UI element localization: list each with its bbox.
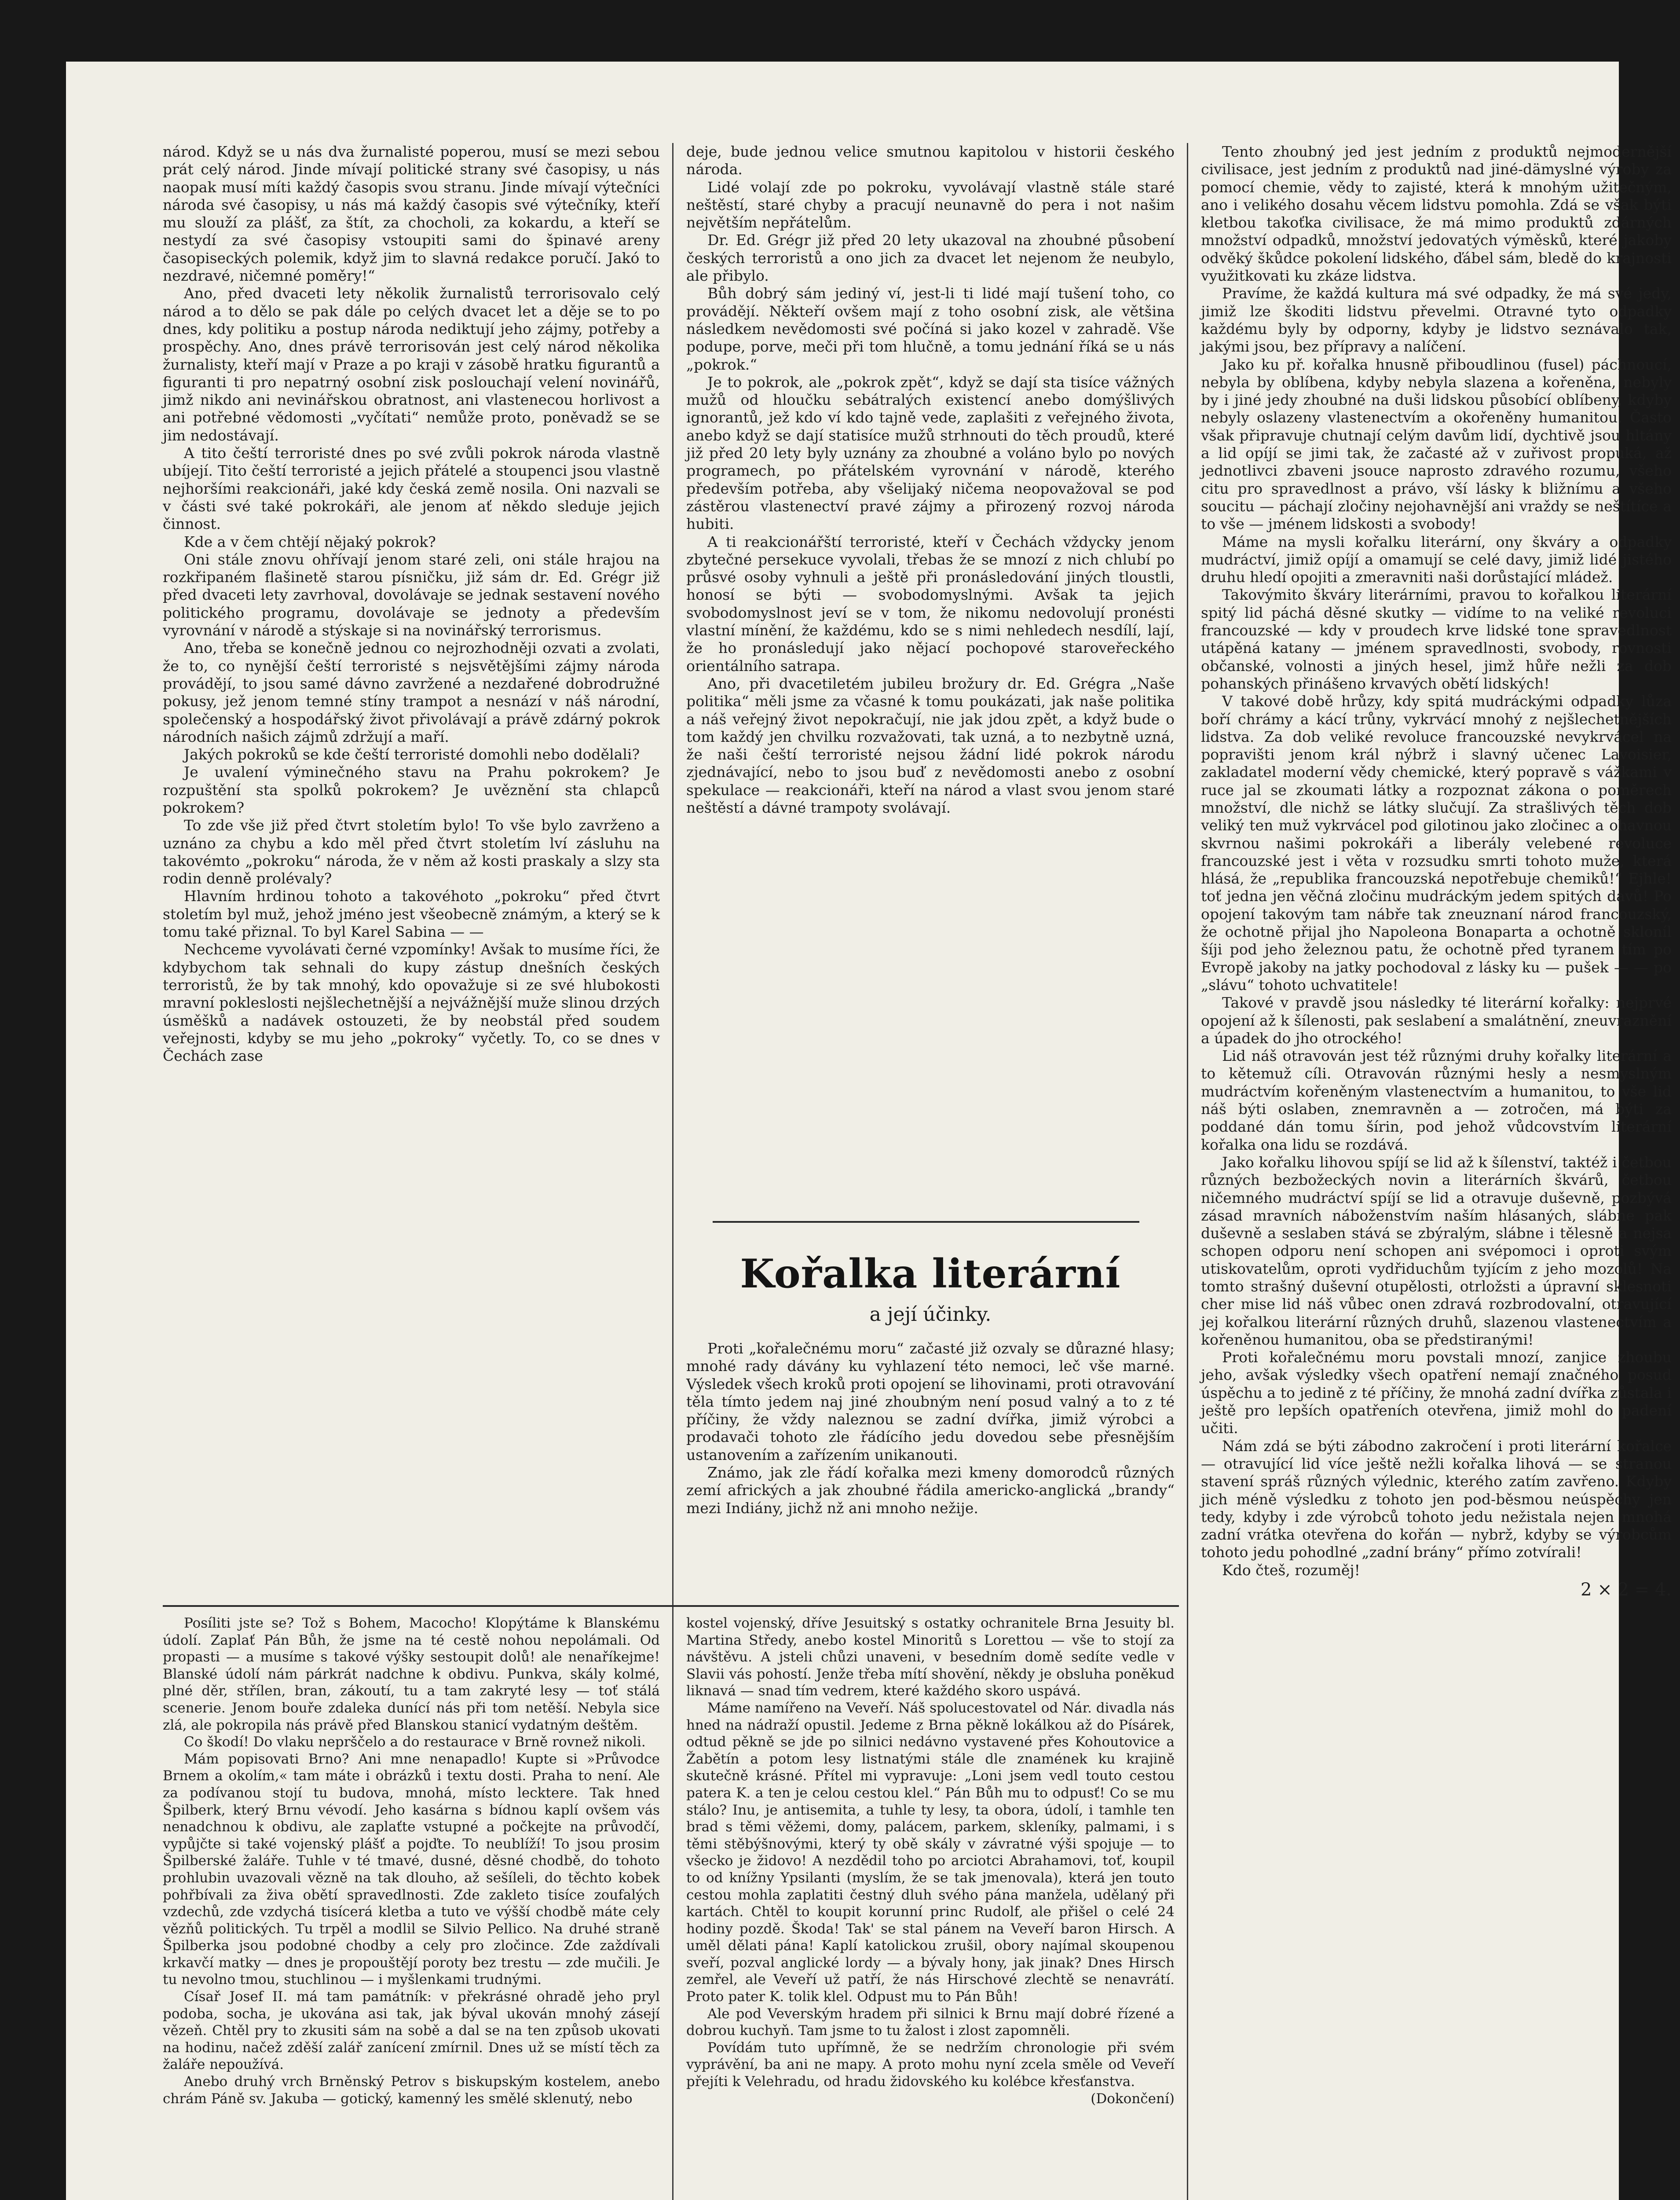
closing-phrase: Kdo čteš, rozuměj! — [1222, 1561, 1360, 1579]
paragraph: Posíliti jste se? Tož s Bohem, Macocho! Klopýtáme k Blanskému údolí. Zaplať Pán Bůh, že jsme na té cestě nohou nepolámali. Od propasti — a musíme s takové výšky sestoupit dolů! ale nenaříkejme! Blanské údolí nám párkrát nadchne k obdivu. Punkva, skály kolmé, plné děr, střílen, bran, zákoutí, tu a tam zakryté lesy — toť stálá scenerie. Jenom bouře zdaleka dunící nás při tom netěší. Nebyla sice zlá, ale pokropila nás právě před Blanskou stanicí vydatným deštěm. — [163, 1615, 660, 1733]
paragraph: Co škodí! Do vlaku neprščelo a do restaurace v Brně rovnež nikoli. — [184, 1734, 646, 1750]
paragraph: Císař Josef II. má tam památník: v překrásné ohradě jeho pryl podoba, socha, je ukována asi tak, jak býval ukován mnohý zásejí vězeň. Chtěl pry to zkusiti sám na sobě a dal se na ten způsob ukovati na hodinu, načež zděší zalář zanícení zmírnil. Dnes už se místí těch za žaláře nepoužívá. — [163, 1989, 660, 2073]
paragraph: Kde a v čem chtějí nějaký pokrok? — [184, 533, 436, 550]
paragraph: Pravíme, že každá kultura má své odpadky, že má své jedy, jimiž lze škoditi lidstvu převelmi. Otravné tyto odpadky každému byly by odporny, kdyby je lidstvo seznávalo tak, jakými jsou, bez přípravy a nalíčení. — [1201, 285, 1672, 356]
closing-equation: 2 × 2 = 4. — [1581, 1580, 1672, 1600]
paragraph: Proti kořalečnému moru povstali mnozí, zanjice zhoubu jeho, avšak výsledky všech opatření nemají značného posud úspěchu a to jedině z té příčiny, že mnohá zadní dvířka zůstala i ještě pro lepších opatřeních otevřena, jimiž mohl do padení učiti. — [1201, 1349, 1672, 1437]
paragraph: Nám zdá se býti zábodno zakročení i proti literární kořalce — otravující lid více ještě nežli kořalka lihová — se stranou stavení spráš různých výlednic, kterého zatím zavřeno. Kdyby jich méně výsledku z tohoto jen pod-běsmou neúspěchy jen tedy, kdyby i zde výrobců tohoto jedu nežistala nejen mnohá zadní vrátka otevřena do kořán — nybrž, kdyby se výrobcům tohoto jedu pohodlné „zadní brány“ přímo zotvírali! — [1201, 1437, 1672, 1561]
article-subtitle: a její účinky. — [869, 1303, 992, 1326]
paragraph: A ti reakcionářští terroristé, kteří v Čechách vždycky jenom zbytečné persekuce vyvolali, třebas že se mnozí z nich chlubí po průsvé osoby vyhnuli a ještě při pronásledování jiných tloustli, honosí se býti — svobodomyslnými. Avšak ta jejich svobodomyslnost jeví se v tom, že nikomu nedovolují pronésti vlastní mínění, že každému, kdo se s nimi nehledech nesdílí, lají, že ho pronásledují jako nějací pochopové staroveřeckého orientálního satrapa. — [686, 533, 1175, 675]
paragraph: Ale pod Veverským hradem při silnici k Brnu mají dobré řízené a dobrou kuchyň. Tam jsme to tu žalost i zlost zapomněli. — [686, 2006, 1175, 2039]
paragraph: Oni stále znovu ohřívají jenom staré zeli, oni stále hrajou na rozkřipaném flašinetě starou písničku, již sám dr. Ed. Grégr již před dvaceti lety zavrhoval, dovolávaje se jednak sestavení nového politického programu, dovolávaje se jednoty a především vyrovnání v národě a stýskaje si na novinářský terrorismus. — [163, 550, 660, 639]
feuilleton-divider — [163, 1605, 1179, 1607]
paragraph: Anebo druhý vrch Brněnský Petrov s biskupským kostelem, anebo chrám Páně sv. Jakuba — gotický, kamenný les smělé sklenutý, nebo — [163, 2074, 660, 2107]
paragraph: deje, bude jednou velice smutnou kapitolou v historii českého národa. — [686, 143, 1175, 178]
paragraph: Ano, třeba se konečně jednou co nejrozhodněji ozvati a zvolati, že to, co nynější čeští terroristé s nejsvětějšími zájmy národa provádějí, to jsou samé dávno zavržené a nezdařené dobrodružné pokusy, jež jenom temné stíny trampot a nesnází v náš národní, společenský a hospodářský život přivolávají a právě zdárný pokrok národních našich zájmů zdržují a maří. — [163, 639, 660, 745]
paragraph: Mám popisovati Brno? Ani mne nenapadlo! Kupte si »Průvodce Brnem a okolím,« tam máte i obrázků i textu dosti. Praha to není. Ale za podívanou stojí tu budova, mnohá, místo lecktere. Tak hned Špilberk, který Brnu vévodí. Jeho kasárna s bídnou kaplí ovšem vás nenadchnou k obdivu, ale zaplaťte vstupné a počkejte na průvodčí, vypůjčte si také vojenský plášť a pojďte. To neublíží! To jsou prosim Špilberské žaláře. Tuhle v té tmavé, dusné, děsné chodbě, do tohoto prohlubin uvazovali vězně na tak dlouho, až sešíleli, do těchto kobek pohřbívali za živa obětí spravedlnosti. Zde zakleto tisíce zoufalých vzdechů, zde vzdychá tisícerá kletba a tuto ve výšší chodbě máte cely vězňů politických. Tu trpěl a modlil se Silvio Pellico. Na druhé straně Špilberka jsou podobné chodby a cely pro zločince. Zde zaždívali krkavčí matky — dnes je propouštějí poroty bez trestu — zde mučili. Je tu nevolno tmou, stuchlinou — i myšlenkami trudnými. — [163, 1751, 660, 1988]
paragraph: Ano, při dvacetiletém jubileu brožury dr. Ed. Grégra „Naše politika“ měli jsme za včasné k tomu poukázati, jak naše politika a náš veřejný život nepokračují, nie jak jdou zpět, a když bude o tom každý jen chvilku rozvažovati, tak uzná, a to nezbytně uzná, že naši čeští terroristé nejsou žádní lidé pokrok národu zjednávající, nebo to jsou buď z nevědomosti anebo z osobní spekulace — reakcionáři, kteří na národ a vlast svou jenom staré neštěstí a dávné trampoty svolávají. — [686, 675, 1175, 816]
article-column-1 — [163, 143, 660, 1591]
article-column-3 — [1201, 143, 1672, 2200]
paragraph: V takové době hrůzy, kdy spitá mudráckými odpadky lůza boří chrámy a kácí trůny, vykrvácí mnohý z nejšlechetnějších lidstva. Za dob veliké revoluce francouzské nevykrvácel na popravišti jenom král nýbrž i slavný učenec Lavoisier, zakladatel moderní vědy chemické, který popravě s vážkami v ruce jal se zkoumati látky a rozpoznat zákona o poměrech množství, dle nichž se látky slučují. Za strašlivých těch dob veliký ten muž vykrvácel pod gilotinou jako zločinec a ohavnou skvrnou našimi pokrokáři a liberály velebené revoluce francouzské jest i věta v rozsudku smrti tohoto muže, která hlásá, že „republika francouzská nepotřebuje chemiků!“ Ejhle! toť jedna jen věčná zločinu mudráckým jedem spitých davů! Po opojení takovým tam nábře tak zneuznaní národ francouzský, že ochotně přijal jho Napoleona Bonaparta a ochotně skloníl šíji pod jeho železnou patu, že ochotně před tyranem tím po Evropě jakoby na jatky pochodoval z lásky ku — pušek — — po „slávu“ tohoto uchvatitele! — [1201, 693, 1672, 994]
paragraph: Tento zhoubný jed jest jedním z produktů nejmodernější civilisace, jest jedním z produktů nad jiné-dämyslné výroby za pomocí chemie, vědy to zajisté, která k mnohým užitečným, ano i velikého dosahu věcem lidstvu pomohla. Zdá se však býti kletbou takoťka civilisace, že má mimo produktů zdárných množství odpadků, množství jedovatých výměsků, které jakoby odvěký škůdce pokolení lidského, ďábel sám, bledě do krajnosti využitkovati ku zkáze lidstva. — [1201, 143, 1672, 285]
paragraph: Je to pokrok, ale „pokrok zpět“, když se dají sta tisíce vážných mužů od hloučku sebátralých existencí anebo domýšlivých ignorantů, jež kdo ví kdo tajně vede, zaplašiti z veřejného života, anebo když se dají statisíce mužů strhnouti do těch proudů, které již před 20 lety byly uznány za zhoubné a voláno bylo po nových programech, po přátelském vyrovnání v národě, kterého především potřeba, aby všelijaký ničema neopovažoval se pod zástěrou vlastenectví pravé zájmy a přirozený rozvoj národa hubiti. — [686, 373, 1175, 533]
paragraph: národ. Když se u nás dva žurnalisté poperou, musí se mezi sebou prát celý národ. Jinde mívají politické strany své časopisy, u nás naopak musí míti každý časopis svou stranu. Jinde mívají výtečníci národa své časopisy, u nás má každý časopis své výtečníky, kteří mu slouží za plášť, za štít, za chocholi, za kokardu, a kteří se nestydí za své časopisy vstoupiti sami do špinavé areny časopiseckých polemik, když jim to slavná redakce poručí. Jakó to nezdravé, ničemné poměry!“ — [163, 143, 660, 285]
paragraph: Nechceme vyvolávati černé vzpomínky! Avšak to musíme říci, že kdybychom tak sehnali do kupy zástup dnešních českých terroristů, že by tak mnohý, kdo opovažuje si ze své hlubokosti mravní pokleslosti nejšlechetnější a nejvážnější muže slinou drzých úsměšků a nadávek ostouzeti, že by neobstál před soudem veřejnosti, kdyby se mu jeho „pokroky“ vyčetly. To, co se dnes v Čechách zase — [163, 941, 660, 1065]
paragraph: Je uvalení výminečného stavu na Prahu pokrokem? Je rozpuštění sta spolků pokrokem? Je uvěznění sta chlapců pokrokem? — [163, 763, 660, 816]
article-headline: Kořalka literární — [740, 1250, 1121, 1297]
paragraph: Takovýmito škváry literárními, pravou to kořalkou literární spitý lid páchá děsné skutky — vidíme to na veliké revoluci francouzské — kdy v proudech krve lidské tone spravedlnost utápěná katany — jménem spravedlnosti, svobody, rovnosti občanské, volnosti a jiných hesel, jimž hůře nežli za dob pohanských přinášeno krvavých obětí lidských! — [1201, 586, 1672, 692]
paragraph: Máme namířeno na Veveří. Náš spolucestovatel od Nár. divadla nás hned na nádraží opustil. Jedeme z Brna pěkně lokálkou až do Písárek, odtud pěkně se jde po silnici nedávno vystavené přes Kohoutovice a Žabětín a potom lesy listnatými stále dle znamének ku krajině skutečně krásné. Přítel mi vypravuje: „Loni jsem vedl touto cestou patera K. a ten je celou cestou klel.“ Pán Bůh mu to odpusť! Co se mu stálo? Inu, je antisemita, a tuhle ty lesy, ta obora, údolí, i tamhle ten brad s těmi věžemi, domy, palácem, parkem, skleníky, palmami, i s těmi stěbýšnovými, který ty obě skály v závratné výši spojuje — to všecko je židovo! A nezdědil toho po arciotci Abrahamovi, toť, koupil to od knížny Ypsilanti (myslím, že se tak jmenovala), která jen touto cestou mohla zaplatiti čestný dluh svého pána manžela, udělaný při kartách. Chtěl to koupit korunní princ Rudolf, ale přišel o celé 24 hodiny pozdě. Škoda! Tak' se stal pánem na Veveří baron Hirsch. A uměl dělati pána! Kaplí katolickou zrušil, obory najímal skoupenou sveří, pozval anglické lordy — a bývaly hony, jak jinak? Dnes Hirsch zemřel, ale Veveří už patří, že nás Hirschové zlechtě se nenavrátí. Proto pater K. tolik klel. Odpust mu to Pán Bůh! — [686, 1700, 1175, 2005]
continuation-note: (Dokončení) — [1091, 2090, 1175, 2107]
headline-article-body — [686, 1340, 1175, 1599]
travel-column-1 — [163, 1615, 660, 2200]
paragraph: To zde vše již před čtvrt stoletím bylo! To vše bylo zavrženo a uznáno za chybu a kdo měl před čtvrt stoletím lví zásluhu na takovémto „pokroku“ národa, že v něm až kosti praskaly a slzy sta rodin denně prolévaly? — [163, 817, 660, 887]
column-divider — [672, 143, 673, 2200]
paragraph: Jako ku př. kořalka hnusně přiboudlinou (fusel) páchnoucí, nebyla by oblíbena, kdyby nebyla slazena a kořeněna, nebyly by i jiné jedy zhoubné na duši lidskou působící oblíbeny, kdyby nebyly oslazeny vlastenectvím a okořeněny humanitou. Často však připravuje chutnají celým davům lidí, dychtivě jsou hltány a lid opíjí se jimi tak, že začasté až v zuřivost propuká, až jednotlivci zbaveni jsouce naprosto zdravého rozumu, všeho citu pro spravedlnost a právo, vší lásky k bližnímu a všeho soucitu — páchají zločiny nejohavnější ani vraždy se neštítíce a to vše — jménem lidskosti a svobody! — [1201, 356, 1672, 533]
paragraph: Lidé volají zde po pokroku, vyvolávají vlastně stále staré neštěstí, staré chyby a pracují neunavně do pera i not našim největším nepřátelům. — [686, 178, 1175, 231]
column-divider — [1187, 143, 1188, 2200]
paragraph: Proti „kořalečnému moru“ začasté již ozvaly se důrazné hlasy; mnohé rady dávány ku vyhlazení této nemoci, leč vše marné. Výsledek všech kroků proti opojení se lihovinami, proti otravování těla tímto jedem naj jiné zhoubným není posud valný a to z té příčiny, že vždy naleznou se zadní dvířka, jimiž výrobci a prodavači tohoto zle řádícího jedu dovedou sebe přesnějším ustanovením a zařízením unikanouti. — [686, 1340, 1175, 1463]
paragraph: Bůh dobrý sám jediný ví, jest-li ti lidé mají tušení toho, co provádějí. Někteří ovšem mají z toho osobní zisk, ale většina následkem nevědomosti své počíná si jako kozel v zahradě. Vše podupe, porve, meči při tom hlučně, a tomu jednání říká se u nás „pokrok.“ — [686, 285, 1175, 373]
paragraph: kostel vojenský, dříve Jesuitský s ostatky ochranitele Brna Jesuity bl. Martina Středy, anebo kostel Minoritů s Lorettou — vše to stojí za návštěvu. A jsteli chůzi unaveni, v besedním domě sedíte vedle v Slavii vás pohostí. Jenže třeba mítí shovění, někdy je obsluha poněkud liknavá — snad tím vedrem, které každého skoro uspává. — [686, 1615, 1175, 1699]
paragraph: Dr. Ed. Grégr již před 20 lety ukazoval na zhoubné působení českých terroristů a ono jich za dvacet let nejenom že neubylo, ale přibylo. — [686, 231, 1175, 285]
paragraph: Ano, před dvaceti lety několik žurnalistů terrorisovalo celý národ a to dělo se pak dále po celých dvacet let a děje se to po dnes, kdy politiku a postup národa nediktují jeho zájmy, potřeby a prospěchy. Ano, dnes právě terrorisován jest celý národ několika žurnalisty, kteří mají v Praze a po kraji v zásobě hratku figurantů a figuranti ti pro nepatrný osobní zisk poslouchají velení novinářů, jimž nikdo ani nevinářskou obratnost, ani vlastenecou horlivost a ani potřebné vědomosti „vyčítati“ nemůže proto, poněvadž se se jim nedostávají. — [163, 285, 660, 444]
article-column-2 — [686, 143, 1175, 1212]
newspaper-page — [66, 62, 1672, 2200]
paragraph: Povídám tuto upřímně, že se nedržím chronologie při svém vyprávění, ba ani ne mapy. A proto mohu nyní zcela směle od Veveří přejíti k Velehradu, od hradu židovského ku kolébce křesťanstva. — [686, 2039, 1175, 2090]
paragraph: Jako kořalku lihovou spíjí se lid až k šílenství, taktéž i četbou různých bezbožeckých novin a literárních škvárů, četbou ničemného mudráctví spíjí se lid a otravuje duševně, pozbývá zásad mravních náboženstvím naším hlásaných, slábne pak duševně a seslaben stává se zbýralým, slábne i tělesně a nejsa schopen odporu není schopen ani svépomoci i oproti svým utiskovatelům, oproti vydřiduchům tyjícím z jeho mozolů! Na tomto strašný duševní otupělosti, otrložsti a úpravní sklesnoti cher mise lid náš vůbec onen zdravá rozbrodovalní, otravující jej kořalkou literární různých druhů, slazenou vlastenectvím a kořeněnou humanitou, oba se předstiranými! — [1201, 1153, 1672, 1348]
paragraph: Takové v pravdě jsou následky té literární kořalky: nejprvé opojení až k šílenosti, pak seslabení a smalátnění, zneuvraznění a úpadek do jho otrockého! — [1201, 994, 1672, 1047]
closing-line — [1201, 1562, 1672, 1579]
paragraph: Máme na mysli kořalku literární, ony škváry a odpadky mudráctví, jimiž opíjí a omamují se celé davy, jimiž lidé jistého druhu hledí opojiti a zmeravniti naši dorůstající mládež. — [1201, 533, 1672, 586]
paragraph: Známo, jak zle řádí kořalka mezi kmeny domorodců různých zemí afrických a jak zhoubné řádila americko-anglická „brandy“ mezi Indiány, jichž nž ani mnoho nežije. — [686, 1464, 1175, 1517]
paragraph: Hlavním hrdinou tohoto a takovéhoto „pokroku“ před čtvrt stoletím byl muž, jehož jméno jest všeobecně známým, a který se k tomu také přiznal. To byl Karel Sabina — — — [163, 887, 660, 941]
section-divider — [713, 1221, 1139, 1223]
travel-column-2 — [686, 1615, 1175, 2200]
paragraph: A tito čeští terroristé dnes po své zvůli pokrok národa vlastně ubíjejí. Tito čeští terroristé a jejich přátelé a stoupenci jsou vlastně nejhoršími reakcionáři, jaké kdy česká země nosila. Oni nazvali se v části své také pokrokáři, ale jenom ať někdo sleduje jejich činnost. — [163, 444, 660, 533]
paragraph: Jakých pokroků se kde čeští terroristé domohli nebo dodělali? — [184, 746, 640, 763]
paragraph: Lid náš otravován jest též různými druhy kořalky literární a to kětemuž cíli. Otravován různými hesly a nesmyslným mudráctvím kořeněným vlastenectvím a humanitou, to vše lid náš býti oslaben, znemravněn a — zotročen, má býti za poddané dán tomu šírin, pod jehož vůdcovstvím literární kořalka ona lidu se rozdává. — [1201, 1047, 1672, 1153]
